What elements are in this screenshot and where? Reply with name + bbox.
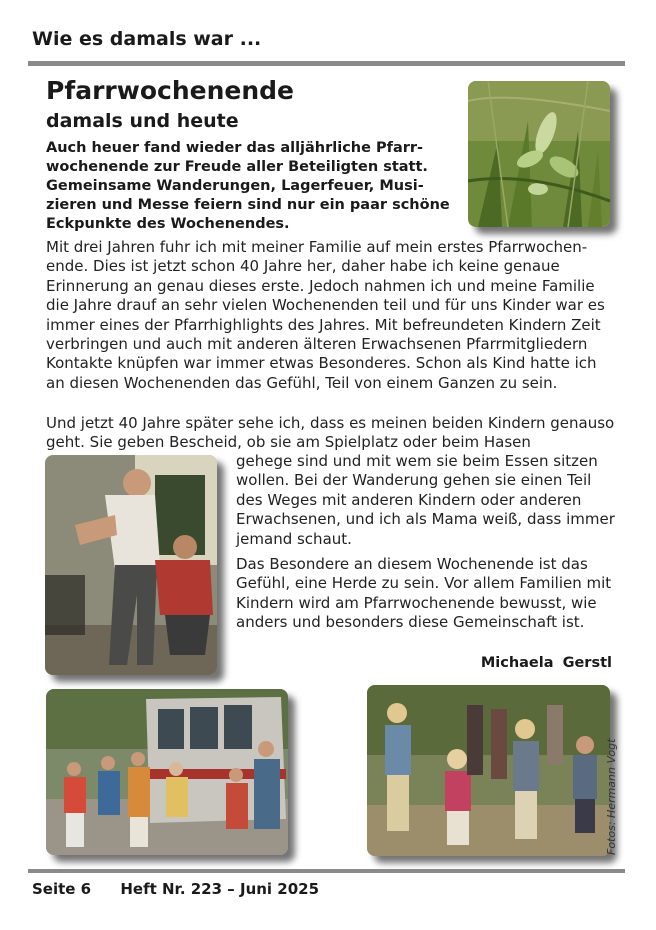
article-author: Michaela Gerstl xyxy=(480,655,612,671)
article-paragraph-2-start: Und jetzt 40 Jahre später sehe ich, dass es meinen beiden Kindern genauso geht. Sie geben Bescheid, ob sie am Spielplatz oder beim Hasen xyxy=(46,414,615,452)
article-wrap-column xyxy=(236,452,620,639)
page-footer xyxy=(32,880,343,898)
photo-man-with-child xyxy=(45,455,217,675)
article-subtitle: damals und heute xyxy=(46,110,239,132)
section-title: Wie es damals war ... xyxy=(32,28,262,50)
page-number: Seite 6 xyxy=(32,880,92,898)
photo-children-walking xyxy=(367,685,610,856)
article-paragraph-2-rest: gehege sind und mit wem sie beim Essen sitzen wollen. Bei der Wanderung gehen sie einen Teil des Weges mit anderen Kindern oder anderen Erwachsenen, und ich als Mama weiß, dass immer jemand schaut. xyxy=(236,452,615,548)
article-title: Pfarrwochenende xyxy=(46,76,294,105)
article-paragraph-1: Mit drei Jahren fuhr ich mit meiner Familie auf mein erstes Pfarrwochenende. Dies ist jetzt schon 40 Jahre her, daher habe ich keine genaue Erinnerung an genau dieses erste. Jedoch nahmen ich und meine Familie die Jahre drauf an sehr vielen Wochenenden teil und für uns Kinder war es immer eines der Pfarrhighlights des Jahres. Mit befreundeten Kindern Zeit verbringen und auch mit anderen älteren Erwachsenen Pfarrmitgliedern Kontakte knüpfen war immer etwas Besonderes. Schon als Kind hatte ich an diesen Wochenenden das Gefühl, Teil von einem Ganzen zu sein. xyxy=(46,238,605,392)
photo-credit: Fotos: Hermann Vogt xyxy=(605,738,618,855)
photo-bus-group xyxy=(46,689,288,855)
article-lead: Auch heuer fand wieder das alljährliche Pfarrwochenende zur Freude aller Beteiligten statt. Gemeinsame Wanderungen, Lagerfeuer, Musizieren und Messe feiern sind nur ein paar schöne Eckpunkte des Wochenendes. xyxy=(46,140,450,232)
article-paragraph-3: Das Besondere an diesem Wochenende ist das Gefühl, eine Herde zu sein. Vor allem Familien mit Kindern wird am Pfarrwochenende bewusst, wie anders und besonders diese Gemeinschaft ist. xyxy=(236,555,612,632)
photo-plant xyxy=(468,81,610,227)
issue-label: Heft Nr. 223 – Juni 2025 xyxy=(120,880,320,898)
header-rule xyxy=(28,61,625,66)
footer-rule xyxy=(28,869,625,873)
